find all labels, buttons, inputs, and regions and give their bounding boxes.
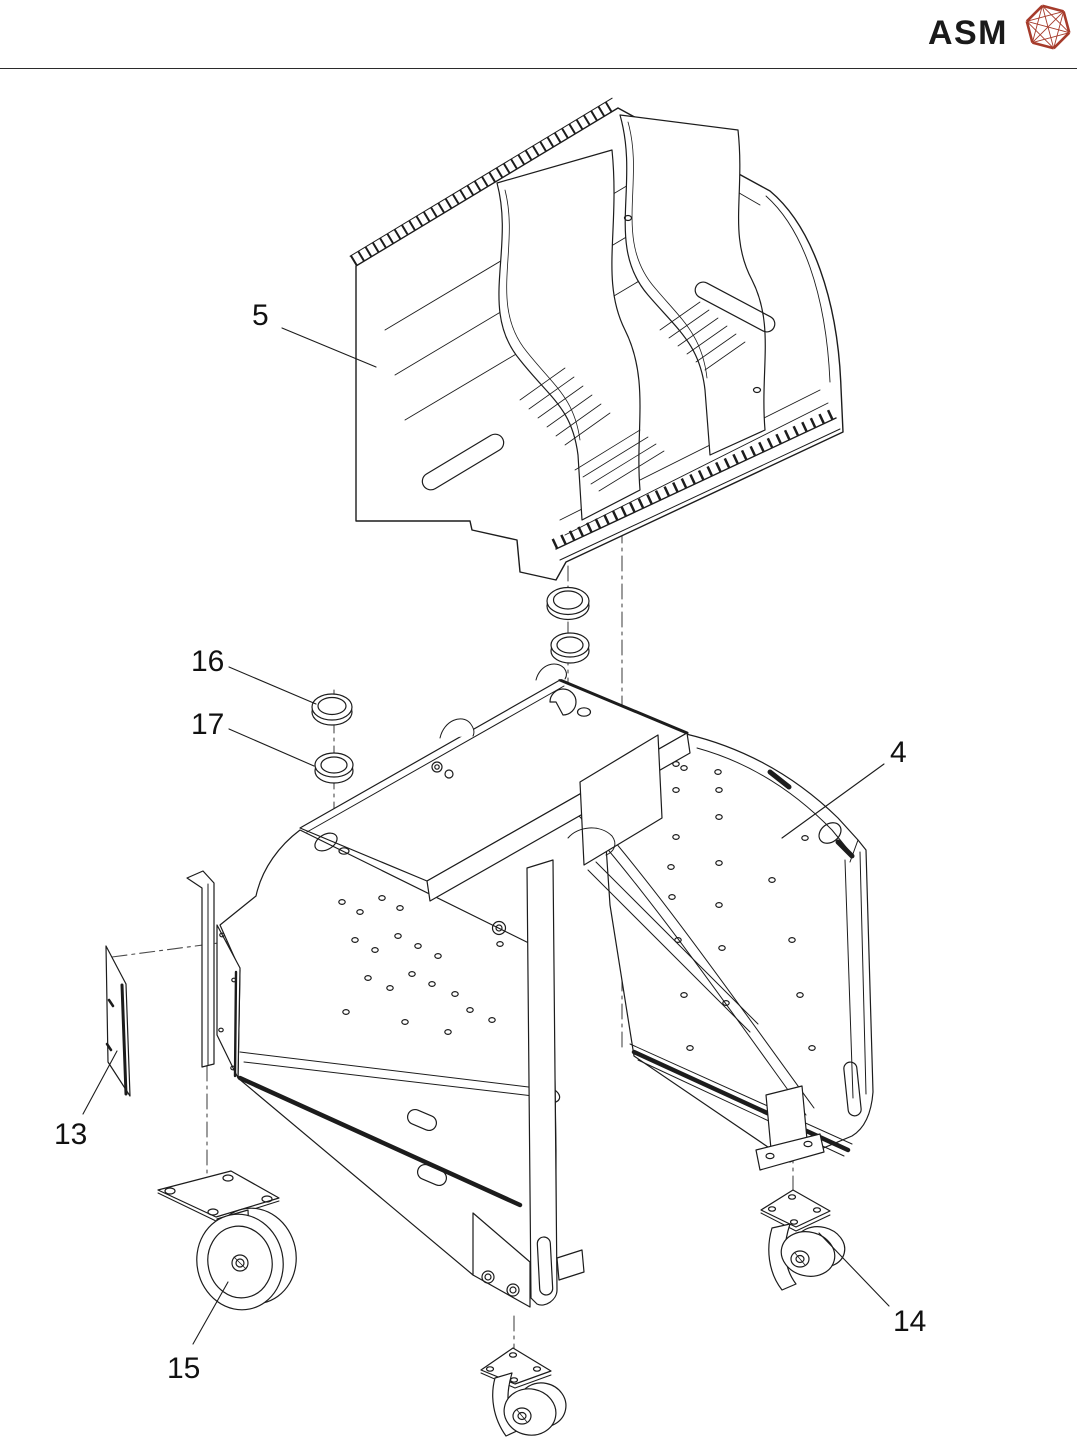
- page-header: [0, 6, 1077, 69]
- brand-logo-icon: [1027, 6, 1070, 49]
- part-label-5: 5: [252, 299, 269, 332]
- part-label-13: 13: [54, 1118, 88, 1151]
- leader-17: [229, 729, 314, 766]
- frame-corner-column: [187, 871, 214, 1067]
- drawing-root: [83, 98, 889, 1440]
- part-label-16: 16: [191, 645, 225, 678]
- part-label-4: 4: [890, 736, 907, 769]
- plate-part-13: [106, 946, 130, 1096]
- bushing-17: [315, 753, 353, 783]
- part-label-15: 15: [167, 1352, 201, 1385]
- part-label-17: 17: [191, 708, 225, 741]
- caster-swivel-center: [481, 1348, 570, 1440]
- part-label-14: 14: [893, 1305, 927, 1338]
- caster-fixed-part-15: [158, 1171, 305, 1318]
- bushing-16: [312, 694, 352, 725]
- leader-13: [83, 1051, 117, 1114]
- leader-16: [229, 667, 316, 704]
- caster-swivel-part-14: [761, 1190, 849, 1290]
- hopper-part-5: [350, 98, 843, 580]
- brand-logo-text: ASM: [927, 14, 1008, 52]
